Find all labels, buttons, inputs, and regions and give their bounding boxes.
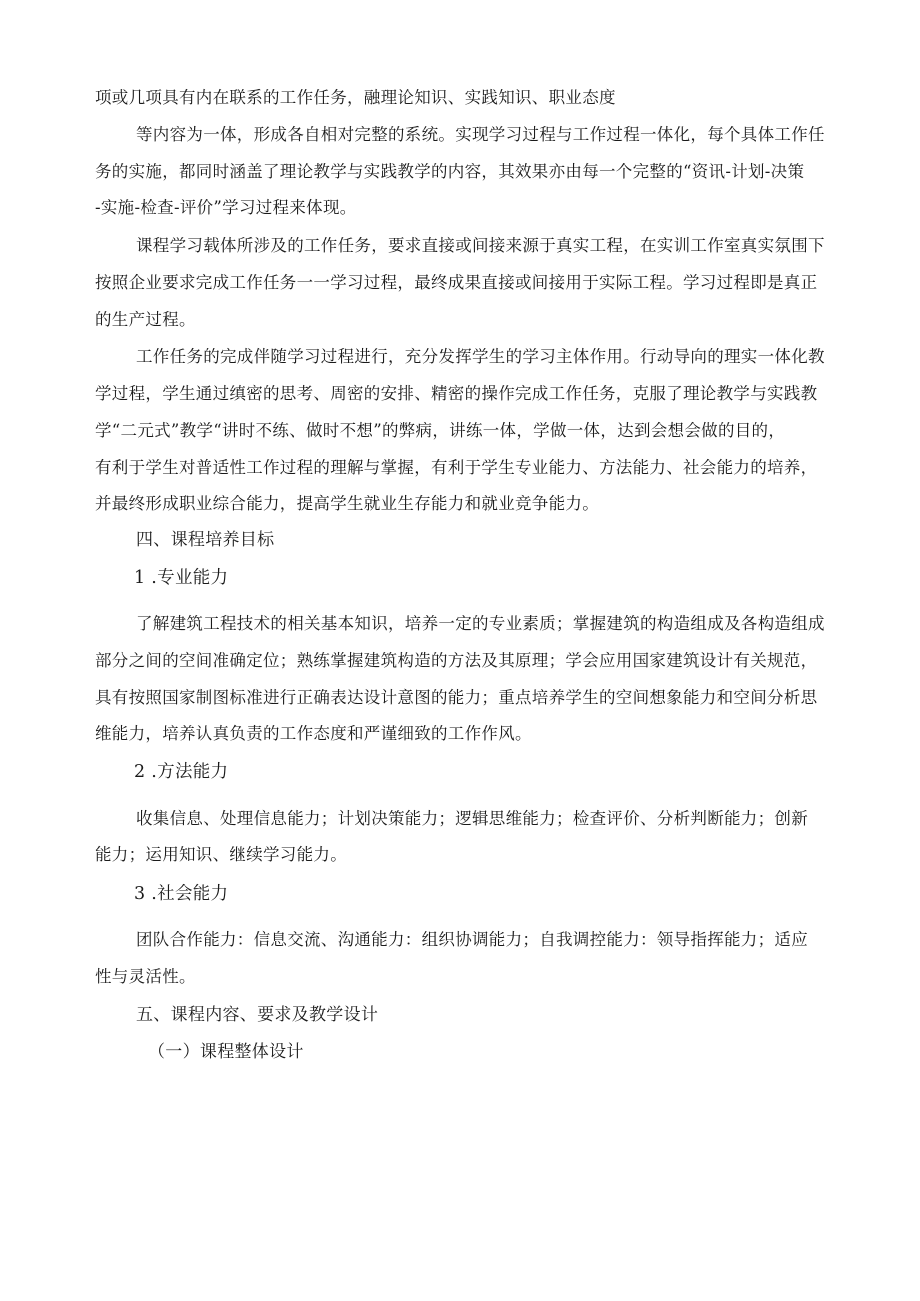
subsection-heading: 1 .专业能力: [134, 568, 229, 588]
paragraph-line: 并最终形成职业综合能力，提高学生就业生存能力和就业竞争能力。: [95, 494, 599, 513]
paragraph-line: 能力；运用知识、继续学习能力。: [95, 845, 347, 864]
paragraph-line: 按照企业要求完成工作任务一一学习过程，最终成果直接或间接用于实际工程。学习过程即是真正: [95, 273, 818, 292]
section-heading: 四、课程培养目标: [136, 530, 275, 550]
section-heading: 五、课程内容、要求及教学设计: [136, 1005, 379, 1025]
paragraph-line: 团队合作能力：信息交流、沟通能力：组织协调能力；自我调控能力：领导指挥能力；适应: [136, 930, 808, 949]
paragraph-line: 维能力，培养认真负责的工作态度和严谨细致的工作作风。: [95, 724, 532, 743]
paragraph-line: 收集信息、处理信息能力；计划决策能力；逻辑思维能力；检查评价、分析判断能力；创新: [136, 809, 808, 828]
paragraph-line: 学过程，学生通过缜密的思考、周密的安排、精密的操作完成工作任务，克服了理论教学与实践教: [95, 384, 818, 403]
paragraph-line: 了解建筑工程技术的相关基本知识，培养一定的专业素质；掌握建筑的构造组成及各构造组成: [136, 614, 825, 633]
paragraph-line: 学“二元式”教学“讲时不练、做时不想”的弊病，讲练一体，学做一体，达到会想会做的目的，: [95, 421, 786, 440]
paragraph-line: 部分之间的空间准确定位；熟练掌握建筑构造的方法及其原理；学会应用国家建筑设计有关规范，: [95, 651, 818, 670]
paragraph-line: 有利于学生对普适性工作过程的理解与掌握，有利于学生专业能力、方法能力、社会能力的培养，: [95, 458, 818, 477]
paragraph-line: 等内容为一体，形成各自相对完整的系统。实现学习过程与工作过程一体化，每个具体工作任: [136, 125, 825, 144]
paragraph-line: 课程学习载体所涉及的工作任务，要求直接或间接来源于真实工程，在实训工作室真实氛围下: [136, 236, 825, 255]
paragraph-line: 项或几项具有内在联系的工作任务，融理论知识、实践知识、职业态度: [95, 88, 616, 107]
paragraph-line: 具有按照国家制图标准进行正确表达设计意图的能力；重点培养学生的空间想象能力和空间分析思: [95, 688, 818, 707]
paragraph-line: 性与灵活性。: [95, 967, 196, 986]
subsection-heading: 3 .社会能力: [134, 884, 229, 904]
paragraph-line: 务的实施，都同时涵盖了理论教学与实践教学的内容，其效果亦由每一个完整的“资讯-计划-决策: [95, 162, 805, 181]
paragraph-line: 工作任务的完成伴随学习过程进行，充分发挥学生的学习主体作用。行动导向的理实一体化教: [136, 347, 825, 366]
subsection-heading: 2 .方法能力: [134, 762, 229, 782]
subsection-heading: （一）课程整体设计: [148, 1042, 304, 1062]
paragraph-line: -实施-检查-评价”学习过程来体现。: [95, 198, 357, 217]
paragraph-line: 的生产过程。: [95, 310, 196, 329]
